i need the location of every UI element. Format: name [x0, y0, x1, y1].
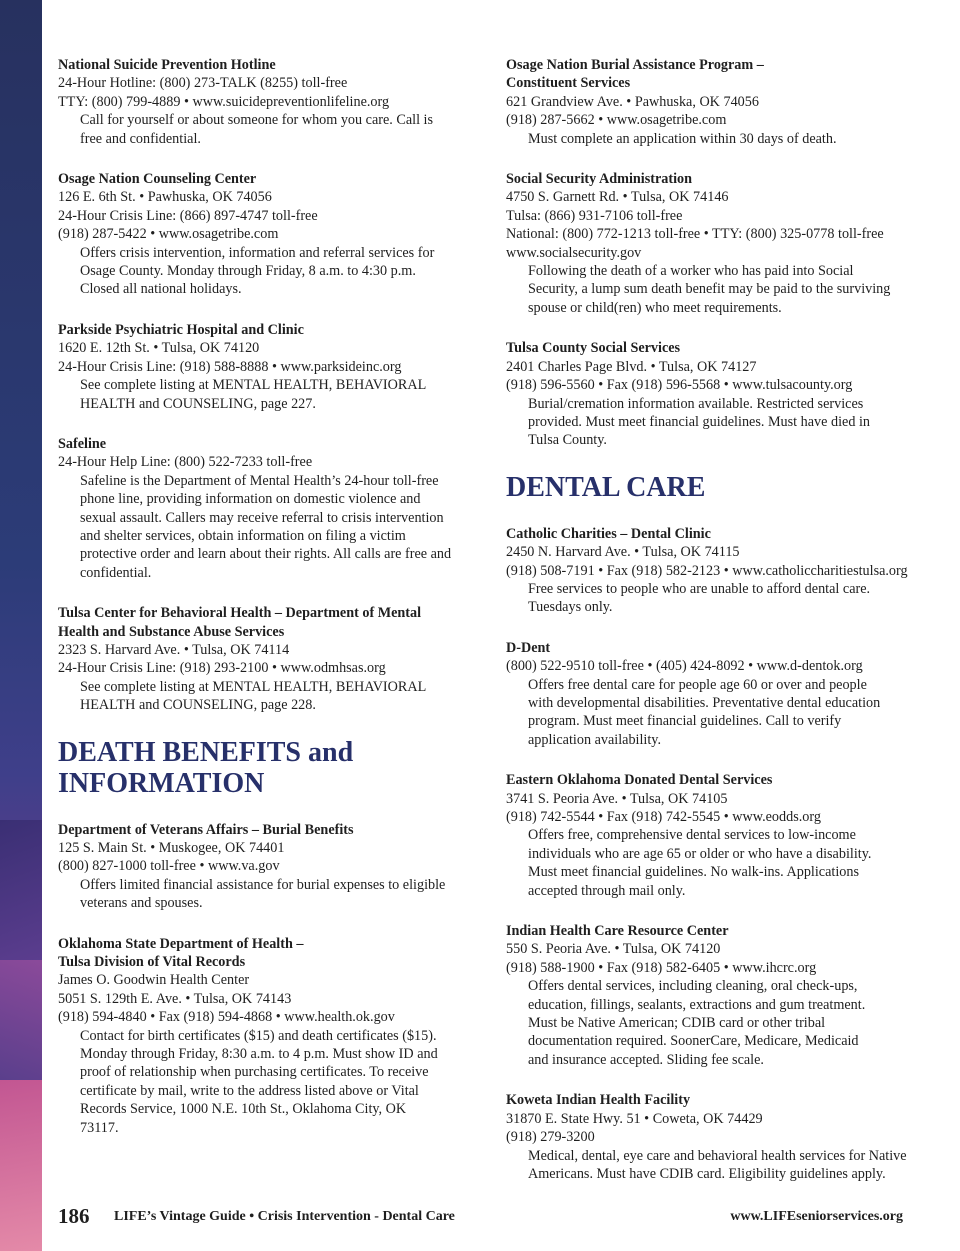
- listing-description-line: Security, a lump sum death benefit may be paid to the surviving: [528, 281, 891, 298]
- listing-contact-line: 24-Hour Hotline: (800) 273-TALK (8255) toll-free: [58, 75, 348, 92]
- listing-contact-line: 5051 S. 129th E. Ave. • Tulsa, OK 74143: [58, 990, 292, 1007]
- listing-title: National Suicide Prevention Hotline: [58, 57, 276, 73]
- listing-description-line: accepted through mail only.: [528, 882, 686, 899]
- listing-contact-line: (800) 827-1000 toll-free • www.va.gov: [58, 858, 280, 875]
- listing-description-line: Records Service, 1000 N.E. 10th St., Oklahoma City, OK: [80, 1101, 407, 1118]
- listing-entry: [58, 435, 468, 582]
- listing-entry: [58, 821, 468, 913]
- listing-description-line: Contact for birth certificates ($15) and death certificates ($15).: [80, 1027, 437, 1044]
- listing-description-line: with developmental disabilities. Preventative dental education: [528, 694, 881, 711]
- listing-contact-line: TTY: (800) 799-4889 • www.suicidepreventionlifeline.org: [58, 93, 390, 110]
- listing-description-line: veterans and spouses.: [80, 895, 203, 912]
- listing-description-line: confidential.: [80, 564, 152, 581]
- left-entries-bottom: [58, 821, 468, 1138]
- listing-contact-line: 24-Hour Crisis Line: (918) 293-2100 • www.odmhsas.org: [58, 660, 386, 677]
- listing-description-line: Must meet financial guidelines. No walk-ins. Applications: [528, 864, 859, 881]
- listing-entry: [506, 339, 911, 449]
- listing-contact-line: 3741 S. Peoria Ave. • Tulsa, OK 74105: [506, 790, 728, 807]
- side-band-facet: [0, 960, 42, 1080]
- listing-entry: [58, 604, 468, 714]
- listing-description-line: proof of relationship when purchasing certificates. To receive: [80, 1064, 429, 1081]
- listing-entry: [506, 771, 911, 900]
- listing-title: Indian Health Care Resource Center: [506, 923, 729, 940]
- listing-description-line: Americans. Must have CDIB card. Eligibility guidelines apply.: [528, 1165, 886, 1182]
- listing-description-line: Medical, dental, eye care and behavioral health services for Native: [528, 1147, 907, 1164]
- right-entries-top: [506, 56, 911, 450]
- listing-contact-line: 1620 E. 12th St. • Tulsa, OK 74120: [58, 340, 260, 357]
- listing-description-line: individuals who are age 65 or older or who have a disability.: [528, 845, 872, 862]
- listing-title: Health and Substance Abuse Services: [58, 623, 285, 640]
- listing-description-line: sexual assault. Callers may receive referral to crisis intervention: [80, 509, 444, 526]
- footer-website-link[interactable]: www.LIFEseniorservices.org: [730, 1209, 903, 1224]
- listing-contact-line: 2450 N. Harvard Ave. • Tulsa, OK 74115: [506, 544, 740, 561]
- listing-entry: [58, 321, 468, 413]
- listing-description-line: Offers dental services, including cleaning, oral check-ups,: [528, 978, 858, 995]
- listing-description-line: Must be Native American; CDIB card or other tribal: [528, 1015, 826, 1032]
- listing-entry: [506, 639, 911, 749]
- listing-description-line: 73117.: [80, 1119, 119, 1136]
- page-number: 186: [58, 1204, 90, 1228]
- right-entries-bottom: [506, 525, 911, 1184]
- section-heading-death-benefits: [58, 737, 468, 799]
- listing-title: Osage Nation Counseling Center: [58, 171, 257, 188]
- listing-description-line: application availability.: [528, 731, 662, 748]
- listing-title: Parkside Psychiatric Hospital and Clinic: [58, 321, 304, 338]
- listing-description-line: education, fillings, sealants, extractions and gum treatment.: [528, 996, 866, 1013]
- listing-entry: [506, 56, 911, 148]
- listing-contact-line: (918) 508-7191 • Fax (918) 582-2123 • www.catholiccharitiestulsa.org: [506, 562, 908, 579]
- heading-line1-caps: DEATH BENEFITS: [58, 736, 301, 768]
- listing-description-line: Offers free, comprehensive dental services to low-income: [528, 827, 856, 844]
- listing-contact-line: National: (800) 772-1213 toll-free • TTY: (800) 325-0778 toll-free: [506, 226, 884, 243]
- side-band-facet: [0, 820, 42, 960]
- listing-contact-line: 31870 E. State Hwy. 51 • Coweta, OK 74429: [506, 1110, 763, 1127]
- listing-title: Eastern Oklahoma Donated Dental Services: [506, 772, 773, 789]
- listing-description-line: documentation required. SoonerCare, Medicare, Medicaid: [528, 1033, 859, 1050]
- side-band-facet: [0, 1080, 42, 1251]
- listing-contact-line: 621 Grandview Ave. • Pawhuska, OK 74056: [506, 93, 759, 110]
- listing-entry: [506, 1091, 911, 1183]
- heading-line2: INFORMATION: [58, 767, 265, 799]
- listing-description-line: Tuesdays only.: [528, 599, 613, 616]
- decorative-side-band: [0, 0, 42, 1251]
- listing-contact-line: (918) 279-3200: [506, 1129, 595, 1146]
- listing-description-line: See complete listing at MENTAL HEALTH, BEHAVIORAL: [80, 377, 427, 394]
- listing-entry: [506, 922, 911, 1069]
- listing-contact-line: (918) 287-5662 • www.osagetribe.com: [506, 112, 727, 129]
- listing-entry: [506, 170, 911, 317]
- listing-title: Constituent Services: [506, 75, 631, 92]
- listing-contact-line: James O. Goodwin Health Center: [58, 972, 250, 989]
- listing-description-line: Offers free dental care for people age 60 or over and people: [528, 676, 867, 693]
- listing-description-line: provided. Must meet financial guidelines. Must have died in: [528, 413, 871, 430]
- section-heading-dental-care: DENTAL CARE: [506, 471, 706, 503]
- listing-contact-line: 2401 Charles Page Blvd. • Tulsa, OK 74127: [506, 358, 757, 375]
- listing-contact-line: (800) 522-9510 toll-free • (405) 424-8092 • www.d-dentok.org: [506, 658, 863, 675]
- listing-description-line: HEALTH and COUNSELING, page 227.: [80, 395, 316, 412]
- listing-description-line: Offers limited financial assistance for burial expenses to eligible: [80, 876, 446, 893]
- listing-title: Social Security Administration: [506, 171, 693, 188]
- listing-title: Koweta Indian Health Facility: [506, 1092, 691, 1109]
- listing-title: Osage Nation Burial Assistance Program –: [506, 57, 764, 73]
- listing-entry: [58, 935, 468, 1137]
- listing-title: Catholic Charities – Dental Clinic: [506, 525, 711, 542]
- listing-contact-line: www.socialsecurity.gov: [506, 244, 642, 261]
- listing-contact-line: Tulsa: (866) 931-7106 toll-free: [506, 207, 683, 224]
- listing-contact-line: 24-Hour Crisis Line: (866) 897-4747 toll-free: [58, 207, 318, 224]
- right-column: [506, 56, 911, 1205]
- listing-description-line: Must complete an application within 30 days of death.: [528, 130, 837, 147]
- listing-contact-line: 125 S. Main St. • Muskogee, OK 74401: [58, 840, 285, 856]
- listing-description-line: free and confidential.: [80, 130, 201, 147]
- listing-description-line: Call for yourself or about someone for whom you care. Call is: [80, 112, 434, 129]
- listing-description-line: HEALTH and COUNSELING, page 228.: [80, 697, 316, 714]
- left-column: [58, 56, 468, 1159]
- listing-contact-line: (918) 588-1900 • Fax (918) 582-6405 • www.ihcrc.org: [506, 959, 817, 976]
- listing-title: Oklahoma State Department of Health –: [58, 935, 304, 952]
- listing-contact-line: 550 S. Peoria Ave. • Tulsa, OK 74120: [506, 941, 721, 958]
- listing-description-line: certificate by mail, write to the address listed above or Vital: [80, 1082, 419, 1099]
- left-entries-top: [58, 56, 468, 715]
- listing-description-line: Osage County. Monday through Friday, 8 a.m. to 4:30 p.m.: [80, 263, 416, 280]
- listing-description-line: and shelter services, obtain information on filing a victim: [80, 527, 406, 544]
- listing-contact-line: (918) 596-5560 • Fax (918) 596-5568 • www.tulsacounty.org: [506, 377, 853, 394]
- listing-contact-line: 24-Hour Crisis Line: (918) 588-8888 • www.parksideinc.org: [58, 358, 402, 375]
- listing-title: Tulsa Center for Behavioral Health – Department of Mental: [58, 605, 422, 622]
- listing-description-line: Offers crisis intervention, information and referral services for: [80, 244, 435, 261]
- listing-contact-line: 24-Hour Help Line: (800) 522-7233 toll-free: [58, 454, 313, 471]
- listing-description-line: program. Must meet financial guidelines. Call to verify: [528, 713, 842, 730]
- listing-description-line: Monday through Friday, 8:30 a.m. to 4 p.m. Must show ID and: [80, 1046, 438, 1063]
- listing-contact-line: (918) 287-5422 • www.osagetribe.com: [58, 226, 279, 243]
- listing-description-line: Burial/cremation information available. Restricted services: [528, 395, 864, 412]
- listing-entry: [506, 525, 911, 617]
- listing-description-line: Safeline is the Department of Mental Health’s 24-hour toll-free: [80, 472, 439, 489]
- listing-title: Safeline: [58, 435, 107, 452]
- listing-description-line: phone line, providing information on domestic violence and: [80, 491, 421, 508]
- heading-line1-lower: and: [308, 736, 354, 768]
- listing-description-line: Closed all national holidays.: [80, 281, 242, 298]
- listing-description-line: Free services to people who are unable to afford dental care.: [528, 580, 871, 597]
- listing-entry: [58, 56, 468, 148]
- listing-description-line: Following the death of a worker who has paid into Social: [528, 263, 854, 280]
- listing-description-line: spouse or child(ren) who meet requirements.: [528, 299, 782, 316]
- listing-contact-line: (918) 594-4840 • Fax (918) 594-4868 • www.health.ok.gov: [58, 1009, 395, 1026]
- listing-title: D-Dent: [506, 639, 551, 656]
- listing-description-line: See complete listing at MENTAL HEALTH, BEHAVIORAL: [80, 678, 427, 695]
- listing-contact-line: 4750 S. Garnett Rd. • Tulsa, OK 74146: [506, 189, 729, 206]
- footer-guide-title: LIFE’s Vintage Guide • Crisis Intervention - Dental Care: [114, 1209, 455, 1224]
- listing-description-line: Tulsa County.: [528, 432, 607, 449]
- listing-title: Tulsa Division of Vital Records: [58, 954, 246, 971]
- listing-title: Department of Veterans Affairs – Burial Benefits: [58, 821, 354, 838]
- listing-description-line: and insurance accepted. Sliding fee scale.: [528, 1051, 764, 1068]
- listing-entry: [58, 170, 468, 299]
- listing-contact-line: (918) 742-5544 • Fax (918) 742-5545 • www.eodds.org: [506, 809, 821, 825]
- listing-description-line: protective order and learn about their rights. All calls are free and: [80, 546, 452, 563]
- listing-contact-line: 2323 S. Harvard Ave. • Tulsa, OK 74114: [58, 641, 290, 658]
- listing-title: Tulsa County Social Services: [506, 340, 681, 357]
- listing-contact-line: 126 E. 6th St. • Pawhuska, OK 74056: [58, 189, 272, 206]
- page-footer: [58, 1204, 903, 1230]
